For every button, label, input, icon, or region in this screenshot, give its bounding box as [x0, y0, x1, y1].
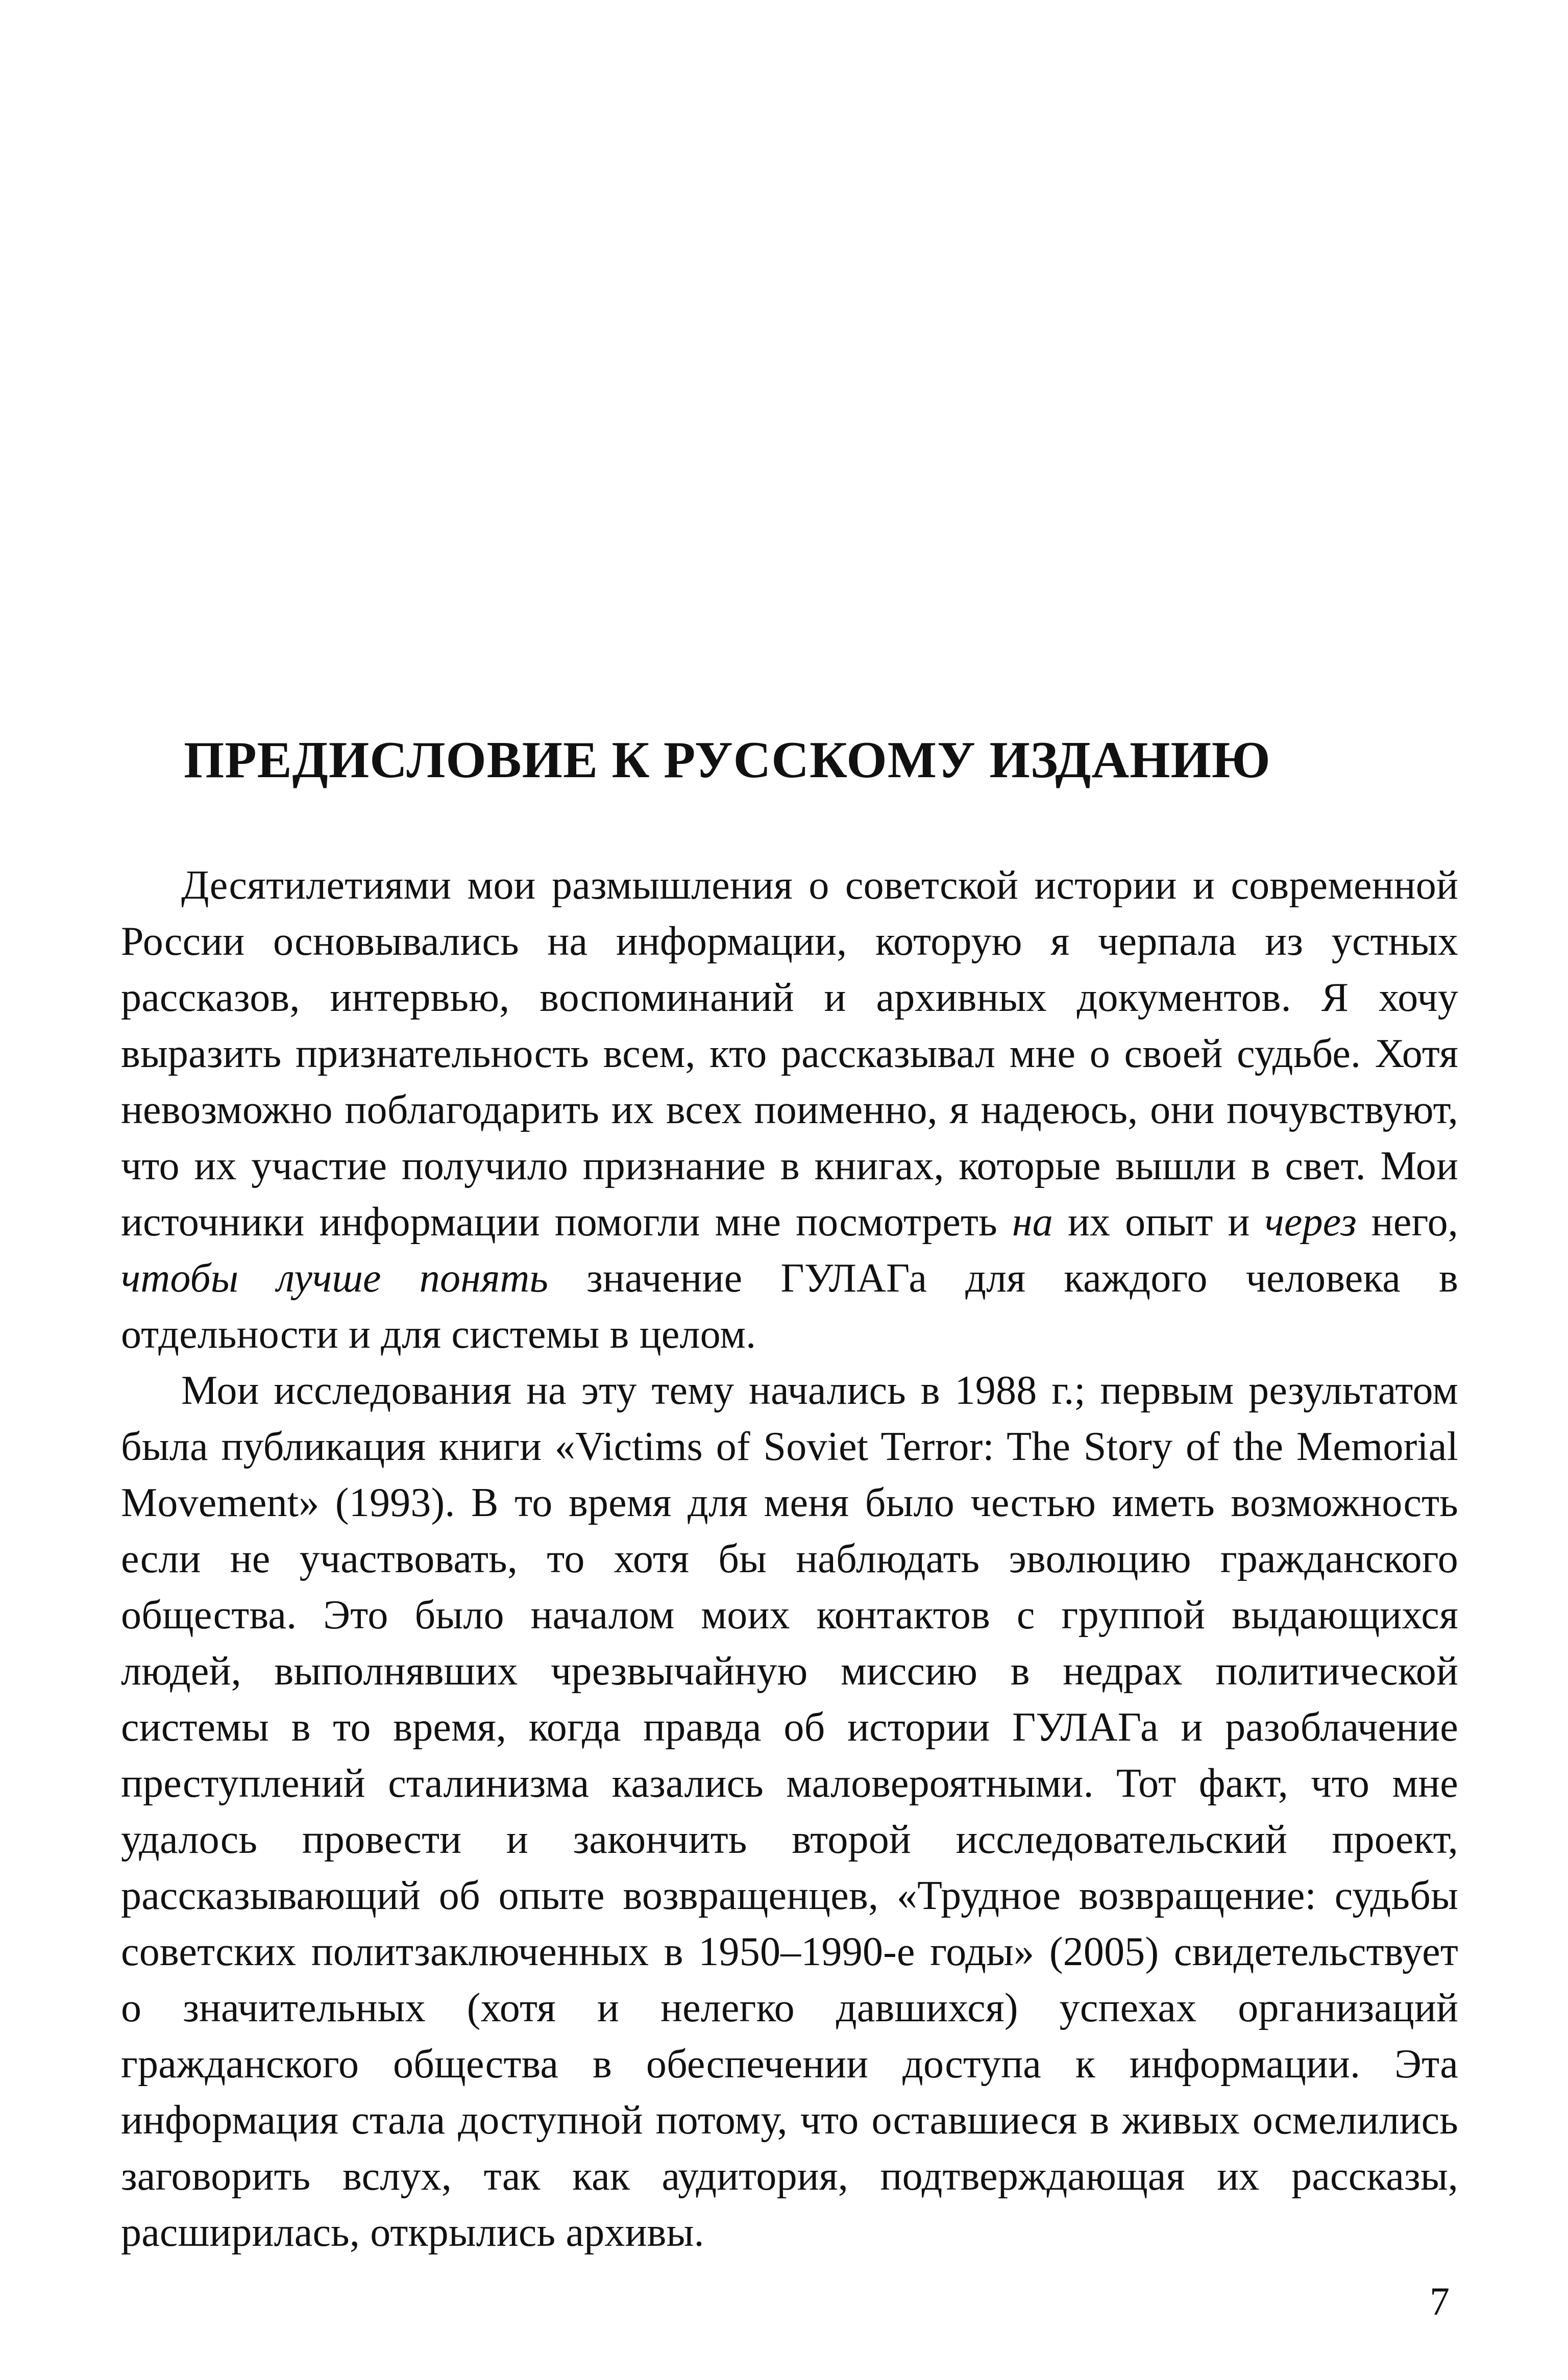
paragraph-1-italic-ponyat: чтобы лучше понять: [121, 1256, 549, 1301]
paragraph-1-text-c: него,: [1356, 1200, 1458, 1245]
paragraph-1-italic-na: на: [1012, 1200, 1053, 1245]
chapter-heading: ПРЕДИСЛОВИЕ К РУССКОМУ ИЗДАНИЮ: [184, 731, 1271, 789]
paragraph-1-text-d: значение ГУЛАГа для каждого человека в отдельности и для системы в целом.: [121, 1256, 1458, 1357]
paragraph-2: Мои исследования на эту тему начались в 1988 г.; первым результатом была публикация книги «Victims of Soviet Terror: The Story of the Memorial Movement» (1993). В то время для меня было честью иметь возможность если не участвовать, то хотя бы наблюдать эволюцию гражданского общества. Это было началом моих контактов с группой выдающихся людей, выполнявших чрезвычайную миссию в недрах политической системы в то время, когда правда об истории ГУЛАГа и разоблачение преступлений сталинизма казались маловероятными. Тот факт, что мне удалось провести и закончить второй исследовательский проект, рассказывающий об опыте возвращенцев, «Трудное возвращение: судьбы советских политзаключенных в 1950–1990-е годы» (2005) свидетельствует о значительных (хотя и нелегко давшихся) успехах организаций гражданского общества в обеспечении доступа к информации. Эта информация стала доступной потому, что оставшиеся в живых осмелились заговорить вслух, так как аудитория, подтверждающая их рассказы, расширилась, открылись архивы.: [121, 1368, 1458, 2255]
paragraph-1-text-a: Десятилетиями мои размышления о советской истории и современной России основывались на информации, которую я черпала из устных рассказов, интервью, воспоминаний и архивных документов. Я хочу выразить признательность всем, кто рассказывал мне о своей судьбе. Хотя невозможно поблагодарить их всех поименно, я надеюсь, они почувствуют, что их участие получило признание в книгах, которые вышли в свет. Мои источники информации помогли мне посмотреть: [121, 863, 1458, 1245]
paragraph-1-text-b: их опыт и: [1052, 1200, 1265, 1245]
paragraph-1: [121, 857, 1458, 1362]
paragraph-1-italic-cherez: через: [1264, 1200, 1357, 1245]
body-text: [121, 857, 1458, 2261]
page-number: 7: [1430, 2279, 1450, 2323]
